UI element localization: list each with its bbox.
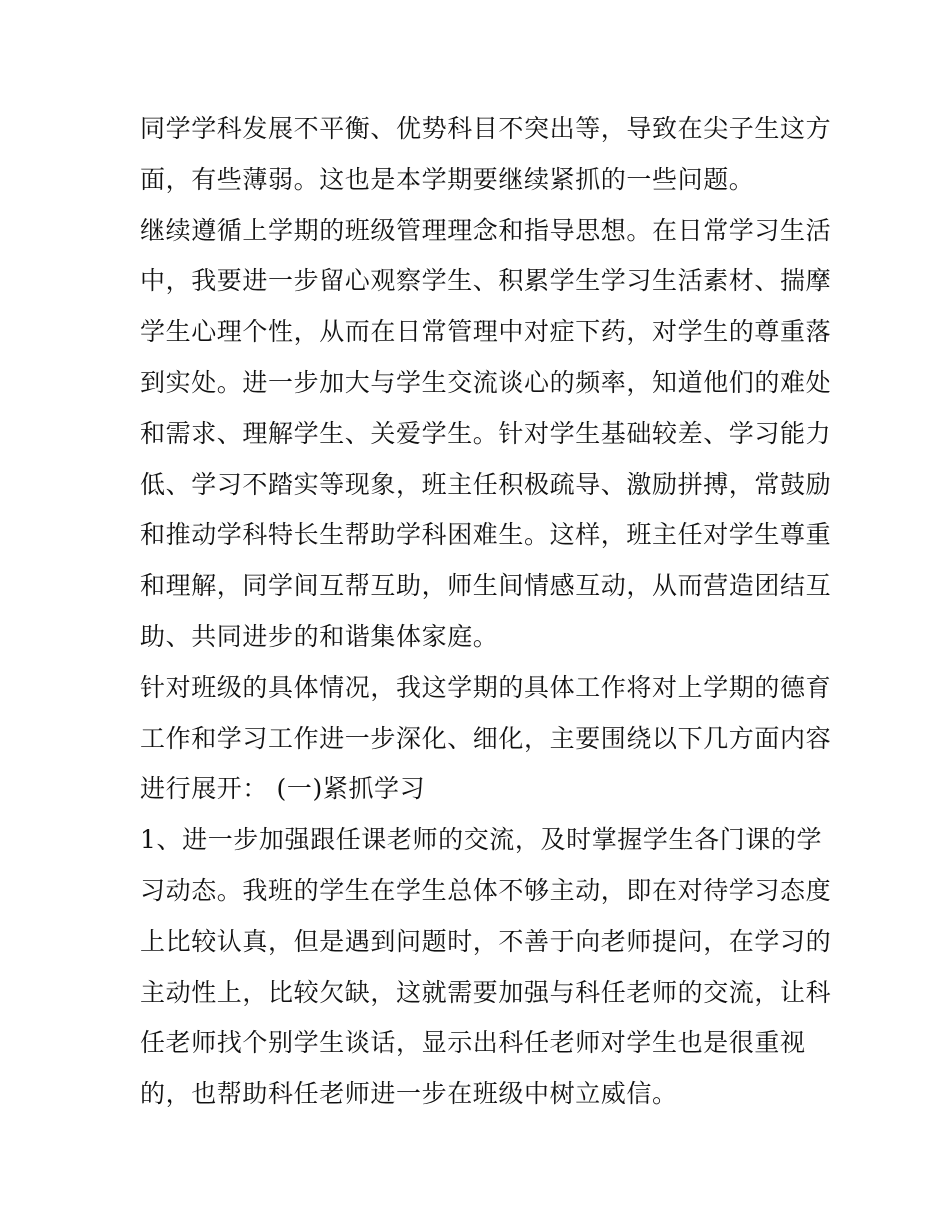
text-line: 进行展开： (一)紧抓学习 — [140, 774, 426, 804]
text-line: 上比较认真，但是遇到问题时，不善于向老师提问，在学习的 — [140, 926, 832, 956]
text-line: 学生心理个性，从而在日常管理中对症下药，对学生的尊重落 — [140, 317, 832, 347]
text-line: 习动态。我班的学生在学生总体不够主动，即在对待学习态度 — [140, 875, 832, 905]
text-line: 低、学习不踏实等现象，班主任积极疏导、激励拼搏，常鼓励 — [140, 469, 832, 499]
text-line: 中，我要进一步留心观察学生、积累学生学习生活素材、揣摩 — [140, 266, 832, 296]
paragraph-2 — [140, 206, 832, 663]
document-body — [140, 104, 832, 1120]
text-line: 同学学科发展不平衡、优势科目不突出等，导致在尖子生这方 — [140, 114, 832, 143]
text-line: 1、进一步加强跟任课老师的交流，及时掌握学生各门课的学 — [140, 825, 823, 855]
text-line: 工作和学习工作进一步深化、细化，主要围绕以下几方面内容 — [140, 723, 832, 753]
text-line: 和需求、理解学生、关爱学生。针对学生基础较差、学习能力 — [140, 418, 832, 448]
text-line: 和推动学科特长生帮助学科困难生。这样，班主任对学生尊重 — [140, 520, 832, 550]
paragraph-3 — [140, 663, 832, 815]
text-line: 主动性上，比较欠缺，这就需要加强与科任老师的交流，让科 — [140, 977, 832, 1007]
text-line: 和理解，同学间互帮互助，师生间情感互动，从而营造团结互 — [140, 571, 832, 601]
text-line: 助、共同进步的和谐集体家庭。 — [140, 621, 499, 651]
text-line: 继续遵循上学期的班级管理理念和指导思想。在日常学习生活 — [140, 215, 832, 245]
text-line: 任老师找个别学生谈话，显示出科任老师对学生也是很重视 — [140, 1028, 806, 1058]
text-line: 针对班级的具体情况，我这学期的具体工作将对上学期的德育 — [140, 672, 832, 702]
paragraph-4 — [140, 815, 832, 1120]
text-line: 到实处。进一步加大与学生交流谈心的频率，知道他们的难处 — [140, 367, 832, 397]
paragraph-1 — [140, 104, 832, 206]
text-line: 面，有些薄弱。这也是本学期要继续紧抓的一些问题。 — [140, 164, 755, 194]
text-line: 的，也帮助科任老师进一步在班级中树立威信。 — [140, 1079, 678, 1109]
